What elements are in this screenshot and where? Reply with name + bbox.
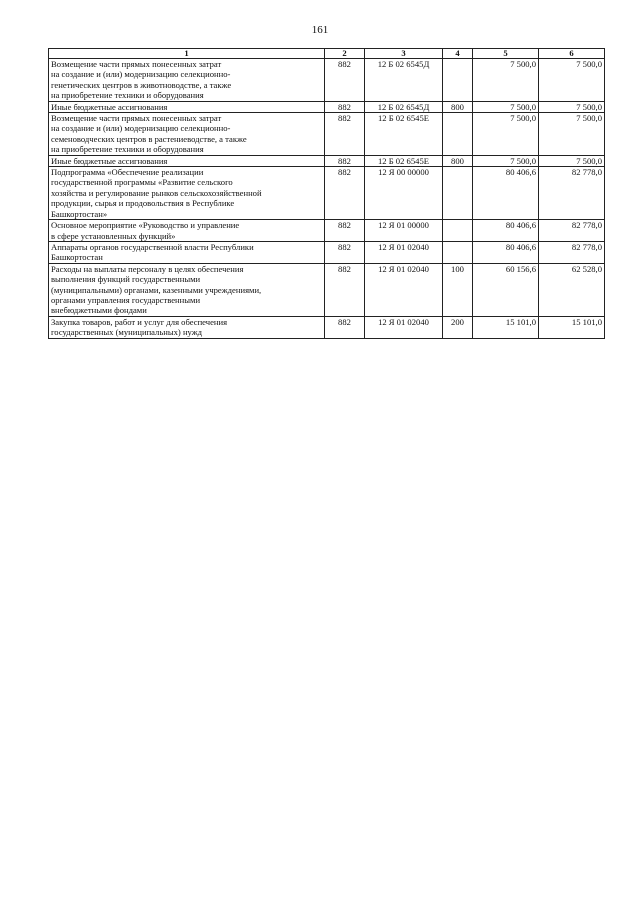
target-code-cell: 12 Б 02 6545Е — [365, 155, 443, 166]
row-name-cell: Иные бюджетные ассигнования — [49, 101, 325, 112]
amount-first-cell: 80 406,6 — [473, 167, 539, 220]
ministry-code-cell: 882 — [325, 59, 365, 102]
ministry-code-cell: 882 — [325, 155, 365, 166]
table-body — [49, 59, 605, 339]
target-code-cell: 12 Б 02 6545Д — [365, 101, 443, 112]
target-code-cell: 12 Я 01 00000 — [365, 220, 443, 242]
amount-second-cell: 7 500,0 — [539, 59, 605, 102]
expense-type-cell — [443, 167, 473, 220]
column-header: 1 — [49, 49, 325, 59]
table-row — [49, 263, 605, 316]
table-row — [49, 167, 605, 220]
ministry-code-cell: 882 — [325, 167, 365, 220]
table-row — [49, 155, 605, 166]
table-row — [49, 59, 605, 102]
amount-first-cell: 7 500,0 — [473, 101, 539, 112]
column-header: 3 — [365, 49, 443, 59]
row-name-cell: Расходы на выплаты персоналу в целях обеспечения выполнения функций государственными (муниципальными) органами, казенными учреждениями, органами управления государственными внебюджетными фондами — [49, 263, 325, 316]
amount-first-cell: 60 156,6 — [473, 263, 539, 316]
expense-type-cell — [443, 113, 473, 156]
row-name-cell: Иные бюджетные ассигнования — [49, 155, 325, 166]
table-row — [49, 113, 605, 156]
table-row — [49, 316, 605, 338]
target-code-cell: 12 Я 01 02040 — [365, 241, 443, 263]
amount-second-cell: 62 528,0 — [539, 263, 605, 316]
expense-type-cell — [443, 59, 473, 102]
ministry-code-cell: 882 — [325, 113, 365, 156]
expense-type-cell — [443, 220, 473, 242]
table-header-row — [49, 49, 605, 59]
column-header: 5 — [473, 49, 539, 59]
row-name-cell: Основное мероприятие «Руководство и управление в сфере установленных функций» — [49, 220, 325, 242]
expense-type-cell: 100 — [443, 263, 473, 316]
expense-type-cell — [443, 241, 473, 263]
amount-second-cell: 82 778,0 — [539, 241, 605, 263]
table-row — [49, 241, 605, 263]
row-name-cell: Закупка товаров, работ и услуг для обеспечения государственных (муниципальных) нужд — [49, 316, 325, 338]
amount-first-cell: 15 101,0 — [473, 316, 539, 338]
target-code-cell: 12 Б 02 6545Е — [365, 113, 443, 156]
amount-first-cell: 7 500,0 — [473, 113, 539, 156]
table-row — [49, 220, 605, 242]
amount-second-cell: 82 778,0 — [539, 167, 605, 220]
column-header: 6 — [539, 49, 605, 59]
ministry-code-cell: 882 — [325, 220, 365, 242]
expense-type-cell: 200 — [443, 316, 473, 338]
ministry-code-cell: 882 — [325, 101, 365, 112]
table-row — [49, 101, 605, 112]
column-header: 4 — [443, 49, 473, 59]
amount-first-cell: 80 406,6 — [473, 241, 539, 263]
row-name-cell: Подпрограмма «Обеспечение реализации государственной программы «Развитие сельского хозяйства и регулирование рынков сельскохозяйственной продукции, сырья и продовольствия в Республике Башкортостан» — [49, 167, 325, 220]
amount-second-cell: 7 500,0 — [539, 101, 605, 112]
amount-second-cell: 7 500,0 — [539, 113, 605, 156]
target-code-cell: 12 Я 01 02040 — [365, 263, 443, 316]
amount-second-cell: 82 778,0 — [539, 220, 605, 242]
ministry-code-cell: 882 — [325, 241, 365, 263]
row-name-cell: Возмещение части прямых понесенных затрат на создание и (или) модернизацию селекционно- семеноводческих центров в растениеводстве, а также на приобретение техники и оборудования — [49, 113, 325, 156]
budget-table — [48, 48, 605, 339]
ministry-code-cell: 882 — [325, 263, 365, 316]
page-number: 161 — [311, 24, 329, 36]
expense-type-cell: 800 — [443, 101, 473, 112]
amount-first-cell: 7 500,0 — [473, 59, 539, 102]
row-name-cell: Аппараты органов государственной власти Республики Башкортостан — [49, 241, 325, 263]
target-code-cell: 12 Б 02 6545Д — [365, 59, 443, 102]
row-name-cell: Возмещение части прямых понесенных затрат на создание и (или) модернизацию селекционно- генетических центров в животноводстве, а также на приобретение техники и оборудования — [49, 59, 325, 102]
amount-second-cell: 15 101,0 — [539, 316, 605, 338]
target-code-cell: 12 Я 01 02040 — [365, 316, 443, 338]
amount-first-cell: 80 406,6 — [473, 220, 539, 242]
amount-first-cell: 7 500,0 — [473, 155, 539, 166]
amount-second-cell: 7 500,0 — [539, 155, 605, 166]
expense-type-cell: 800 — [443, 155, 473, 166]
target-code-cell: 12 Я 00 00000 — [365, 167, 443, 220]
ministry-code-cell: 882 — [325, 316, 365, 338]
column-header: 2 — [325, 49, 365, 59]
